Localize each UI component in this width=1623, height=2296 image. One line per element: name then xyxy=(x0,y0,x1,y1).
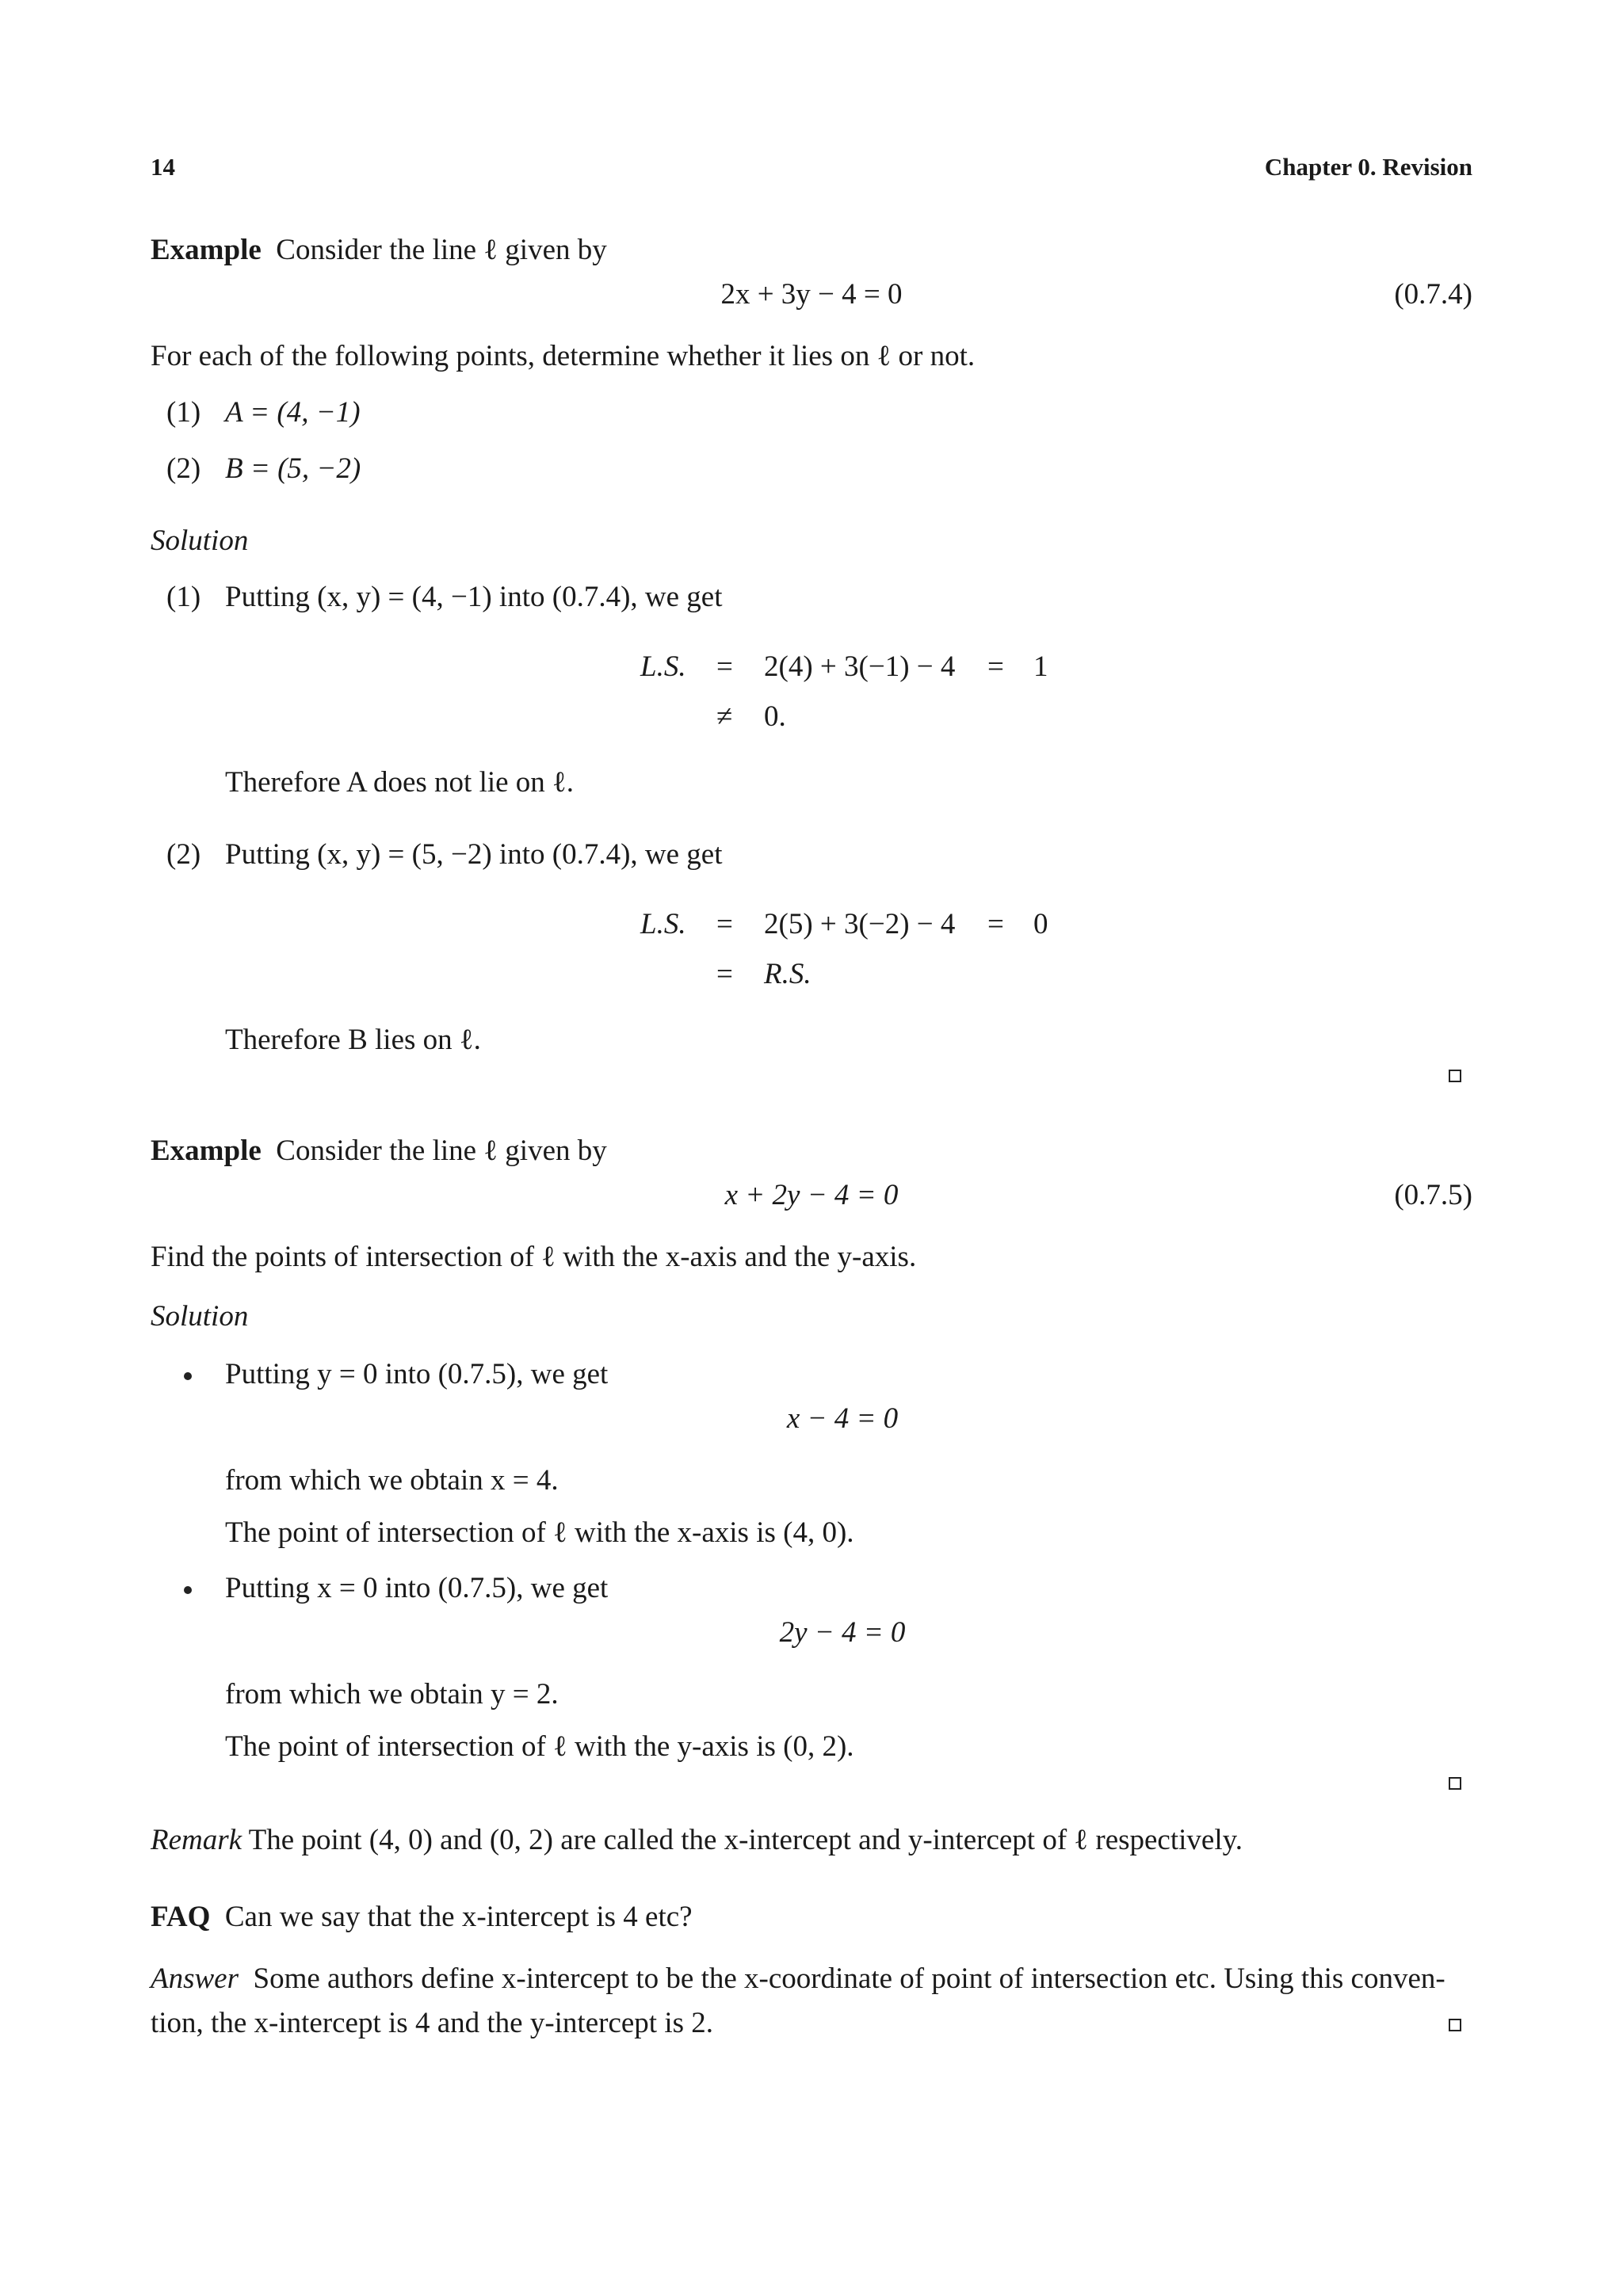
answer-line-2: tion, the x-intercept is 4 and the y-intercept is 2. xyxy=(151,2007,713,2039)
part2-expr2: R.S. xyxy=(764,958,812,990)
part2-eq3: = xyxy=(716,958,733,990)
remark xyxy=(151,1821,1243,1859)
part2-eq2: = xyxy=(987,908,1004,940)
part1-eq1: = xyxy=(716,650,733,683)
example1-question: For each of the following points, determine whether it lies on ℓ or not. xyxy=(151,340,976,372)
answer-label: Answer xyxy=(151,1962,239,1995)
bullet1-obtain: from which we obtain x = 4. xyxy=(225,1464,559,1497)
example1-item-1-num: (1) xyxy=(166,396,201,429)
bullet2-obtain: from which we obtain y = 2. xyxy=(225,1678,559,1711)
part2-val1: 0 xyxy=(1033,908,1048,940)
example1-equation: 2x + 3y − 4 = 0 xyxy=(720,278,903,311)
part1-val1: 1 xyxy=(1033,650,1048,683)
example1-heading xyxy=(151,231,607,269)
example1-label: Example xyxy=(151,234,262,266)
example2-question: Find the points of intersection of ℓ with the x-axis and the y-axis. xyxy=(151,1241,917,1273)
example2-label: Example xyxy=(151,1135,262,1167)
bullet2-point: The point of intersection of ℓ with the y-axis is (0, 2). xyxy=(225,1730,854,1763)
faq-label: FAQ xyxy=(151,1901,211,1933)
part1-eq2: = xyxy=(987,650,1004,683)
part1-expr1: 2(4) + 3(−1) − 4 xyxy=(764,650,956,683)
example2-eq-number: (0.7.5) xyxy=(1394,1179,1472,1211)
part2-text: Putting (x, y) = (5, −2) into (0.7.4), we get xyxy=(225,838,723,871)
bullet-icon xyxy=(184,1372,192,1380)
example1-eq-number: (0.7.4) xyxy=(1394,278,1472,311)
part1-num: (1) xyxy=(166,581,201,613)
qed-square-icon xyxy=(1449,1070,1461,1082)
part2-num: (2) xyxy=(166,838,201,871)
bullet-icon xyxy=(184,1586,192,1594)
example1-solution-label: Solution xyxy=(151,524,249,557)
example1-item-2-text: B = (5, −2) xyxy=(225,452,361,485)
example2-intro: Consider the line ℓ given by xyxy=(276,1135,607,1167)
answer-line-1 xyxy=(151,1960,1445,1998)
part1-expr2: 0. xyxy=(764,700,786,733)
chapter-title: Chapter 0. Revision xyxy=(1264,153,1472,181)
part2-ls: L.S. xyxy=(640,908,686,940)
part1-text: Putting (x, y) = (4, −1) into (0.7.4), we get xyxy=(225,581,723,613)
remark-text: The point (4, 0) and (0, 2) are called the x-intercept and y-intercept of ℓ respectively. xyxy=(248,1824,1243,1856)
part1-neq: ≠ xyxy=(716,700,733,733)
part1-ls: L.S. xyxy=(640,650,686,683)
qed-square-icon xyxy=(1449,1777,1461,1790)
part1-conclusion: Therefore A does not lie on ℓ. xyxy=(225,766,575,799)
example2-equation: x + 2y − 4 = 0 xyxy=(724,1179,899,1211)
bullet1-equation: x − 4 = 0 xyxy=(786,1402,899,1435)
part2-conclusion: Therefore B lies on ℓ. xyxy=(225,1024,481,1056)
bullet2-equation: 2y − 4 = 0 xyxy=(779,1616,906,1649)
page-number: 14 xyxy=(151,153,175,181)
faq xyxy=(151,1898,693,1936)
qed-square-icon xyxy=(1449,2019,1461,2031)
faq-text: Can we say that the x-intercept is 4 etc? xyxy=(224,1901,693,1933)
example2-heading xyxy=(151,1132,607,1170)
example1-item-2-num: (2) xyxy=(166,452,201,485)
bullet1-text: Putting y = 0 into (0.7.5), we get xyxy=(225,1358,609,1390)
example1-item-1-text: A = (4, −1) xyxy=(225,396,361,429)
answer-text-1: Some authors define x-intercept to be the x-coordinate of point of intersection etc. Using this conven- xyxy=(253,1962,1445,1995)
example2-solution-label: Solution xyxy=(151,1300,249,1333)
part2-eq1: = xyxy=(716,908,733,940)
bullet2-text: Putting x = 0 into (0.7.5), we get xyxy=(225,1572,609,1604)
bullet1-point: The point of intersection of ℓ with the x-axis is (4, 0). xyxy=(225,1516,854,1549)
remark-label: Remark xyxy=(151,1824,242,1856)
part2-expr1: 2(5) + 3(−2) − 4 xyxy=(764,908,956,940)
example1-intro: Consider the line ℓ given by xyxy=(276,234,607,266)
